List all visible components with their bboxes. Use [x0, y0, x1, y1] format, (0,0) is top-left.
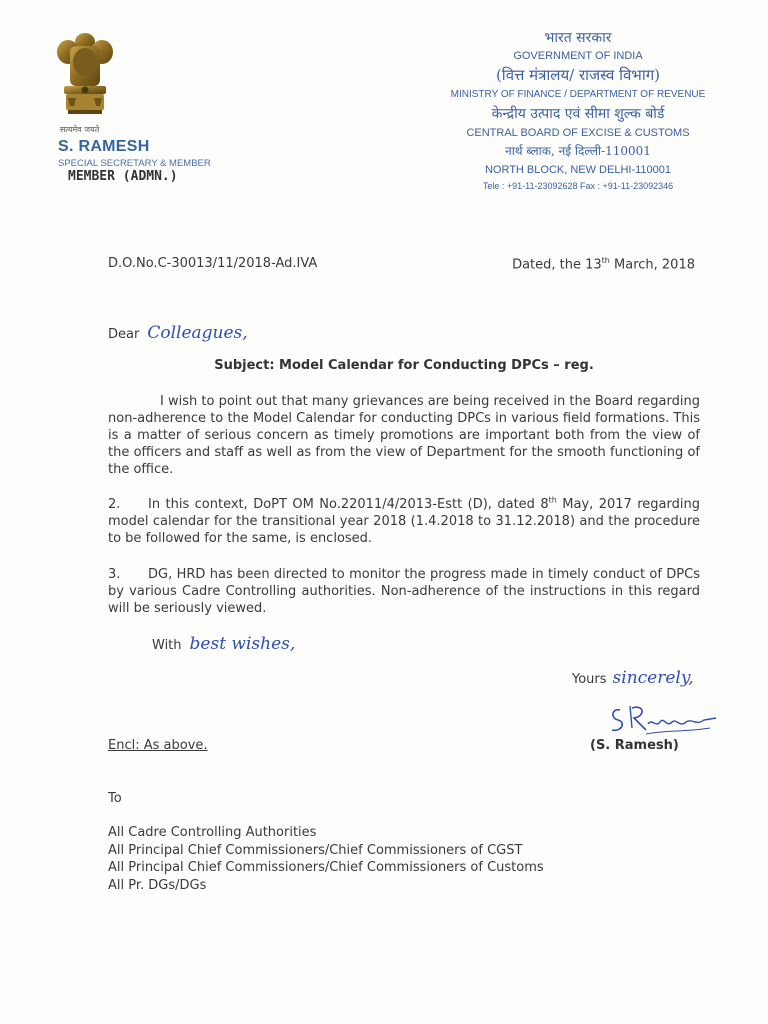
closing-with-handwritten: best wishes, — [189, 634, 296, 654]
ministry-english: MINISTRY OF FINANCE / DEPARTMENT OF REVENUE — [450, 89, 706, 100]
subject-line: Subject: Model Calendar for Conducting DPCs – reg. — [214, 358, 594, 373]
addressee-item: All Pr. DGs/DGs — [108, 877, 207, 893]
govt-english: GOVERNMENT OF INDIA — [513, 50, 643, 62]
letter-date — [512, 256, 695, 272]
government-letterhead — [428, 28, 728, 191]
addressee-item: All Cadre Controlling Authorities — [108, 825, 317, 840]
salutation-handwritten: Colleagues, — [147, 323, 248, 343]
closing-with — [152, 634, 295, 654]
signatory-name: (S. Ramesh) — [590, 738, 679, 753]
paragraph-2 — [108, 496, 700, 547]
paragraph-2-ordinal: th — [548, 495, 557, 505]
govt-hindi: भारत सरकार — [544, 30, 612, 46]
ministry-hindi: (वित्त मंत्रालय/ राजस्व विभाग) — [495, 66, 661, 84]
salutation — [108, 323, 248, 343]
address-english: NORTH BLOCK, NEW DELHI-110001 — [484, 164, 672, 176]
handwritten-signature-icon — [606, 700, 722, 740]
addressee-item: All Principal Chief Commissioners/Chief Commissioners of CGST — [108, 842, 523, 858]
board-hindi: केन्द्रीय उत्पाद एवं सीमा शुल्क बोर्ड — [491, 106, 665, 122]
address-hindi: नार्थ ब्लाक, नई दिल्ली-110001 — [505, 144, 651, 158]
addressee-item: All Principal Chief Commissioners/Chief Commissioners of Customs — [108, 860, 544, 875]
closing-yours-text: Yours — [572, 672, 607, 687]
closing-yours — [572, 668, 694, 688]
date-ordinal: th — [601, 256, 610, 265]
paragraph-3-text: DG, HRD has been directed to monitor the progress made in timely conduct of DPCs by various Cadre Controlling authorities. Non-adherence of the instructions in this regard will be seriously viewed. — [108, 567, 700, 616]
paragraph-2-number: 2. — [108, 497, 121, 512]
paragraph-3 — [108, 566, 700, 617]
paragraph-3-number: 3. — [108, 567, 121, 582]
addressee-list — [108, 824, 544, 894]
emblem-motto: सत्यमेव जयते — [60, 125, 100, 134]
officer-designation: SPECIAL SECRETARY & MEMBER — [58, 158, 211, 169]
telephone-fax: Tele : +91-11-23092628 Fax : +91-11-23092346 — [482, 181, 674, 191]
addressee-to: To — [108, 791, 122, 806]
paragraph-1: I wish to point out that many grievances are being received in the Board regarding non-adherence to the Model Calendar for conducting DPCs in various field formations. This is a matter of serious concern as timely promotions are important both from the view of the officers and staff as well as from the view of Department for the smooth functioning of the office. — [108, 394, 700, 477]
date-prefix: Dated, the 13 — [512, 257, 602, 273]
date-suffix: March, 2018 — [609, 257, 695, 273]
officer-name: S. RAMESH — [58, 138, 150, 155]
paragraph-2-text-b: May, 2017 regarding model calendar for the transitional year 2018 (1.4.2018 to 31.12.2018) and the procedure to be followed for the same, is enclosed. — [108, 497, 700, 546]
national-emblem-icon — [52, 28, 118, 124]
salutation-dear: Dear — [108, 327, 140, 342]
enclosure-note: Encl: As above. — [108, 738, 208, 753]
closing-with-text: With — [152, 638, 182, 653]
reference-number: D.O.No.C-30013/11/2018-Ad.IVA — [108, 256, 318, 271]
closing-yours-handwritten: sincerely, — [612, 668, 694, 688]
officer-member: MEMBER (ADMN.) — [68, 169, 178, 184]
board-english: CENTRAL BOARD OF EXCISE & CUSTOMS — [466, 127, 690, 139]
paragraph-2-text-a: In this context, DoPT OM No.22011/4/2013-Estt (D), dated 8 — [148, 497, 549, 512]
